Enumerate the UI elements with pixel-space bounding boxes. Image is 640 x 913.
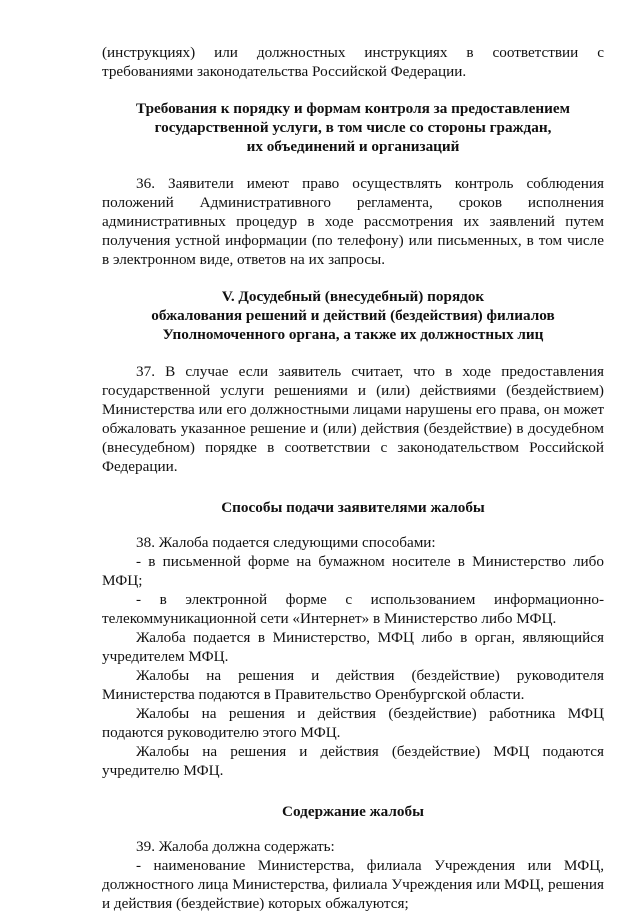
control-heading-line: их объединений и организаций — [246, 138, 460, 155]
control-heading-line: государственной услуги, в том числе со стороны граждан, — [154, 119, 552, 136]
methods-paragraph: Жалобы на решения и действия (бездействие) МФЦ подаются учредителю МФЦ. — [102, 743, 604, 779]
section-v-heading-line: обжалования решений и действий (бездействия) филиалов — [151, 307, 555, 324]
methods-paragraph: Жалобы на решения и действия (бездействие) работника МФЦ подаются руководителю этого МФЦ. — [102, 705, 604, 741]
paragraph-36: 36. Заявители имеют право осуществлять контроль соблюдения положений Административного регламента, сроков исполнения административных процедур в ходе рассмотрения их заявлений путем получения устной информации (по телефону) или письменных, в том числе в электронном виде, ответов на их запросы. — [102, 175, 604, 268]
content-heading: Содержание жалобы — [282, 803, 424, 820]
method-item-electronic: - в электронной форме с использованием информационно-телекоммуникационной сети «Интернет» в Министерство либо МФЦ. — [102, 591, 604, 627]
control-heading-line: Требования к порядку и формам контроля за предоставлением — [136, 100, 570, 117]
method-item-paper: - в письменной форме на бумажном носителе в Министерство либо МФЦ; — [102, 553, 604, 589]
paragraph-39: 39. Жалоба должна содержать: — [136, 838, 335, 855]
section-v-heading-line: V. Досудебный (внесудебный) порядок — [221, 288, 485, 305]
section-v-heading-line: Уполномоченного органа, а также их должностных лиц — [162, 326, 544, 343]
methods-heading: Способы подачи заявителями жалобы — [221, 499, 485, 516]
intro-paragraph: (инструкциях) или должностных инструкциях в соответствии с требованиями законодательства Российской Федерации. — [102, 44, 604, 80]
methods-paragraph: Жалоба подается в Министерство, МФЦ либо в орган, являющийся учредителем МФЦ. — [102, 629, 604, 665]
document-page — [102, 43, 604, 913]
paragraph-37: 37. В случае если заявитель считает, что в ходе предоставления государственной услуги решениями и (или) действиями (бездействием) Министерства или его должностными лицами нарушены его права, он может обжаловать указанное решение и (или) действия (бездействие) в досудебном (внесудебном) порядке в соответствии с законодательством Российской Федерации. — [102, 363, 604, 475]
content-item-name: - наименование Министерства, филиала Учреждения или МФЦ, должностного лица Министерства, филиала Учреждения или МФЦ, решения и действия (бездействие) которых обжалуются; — [102, 857, 604, 912]
control-heading — [102, 99, 604, 156]
paragraph-38: 38. Жалоба подается следующими способами: — [136, 534, 436, 551]
section-v-heading — [102, 287, 604, 344]
methods-paragraph: Жалобы на решения и действия (бездействие) руководителя Министерства подаются в Правительство Оренбургской области. — [102, 667, 604, 703]
